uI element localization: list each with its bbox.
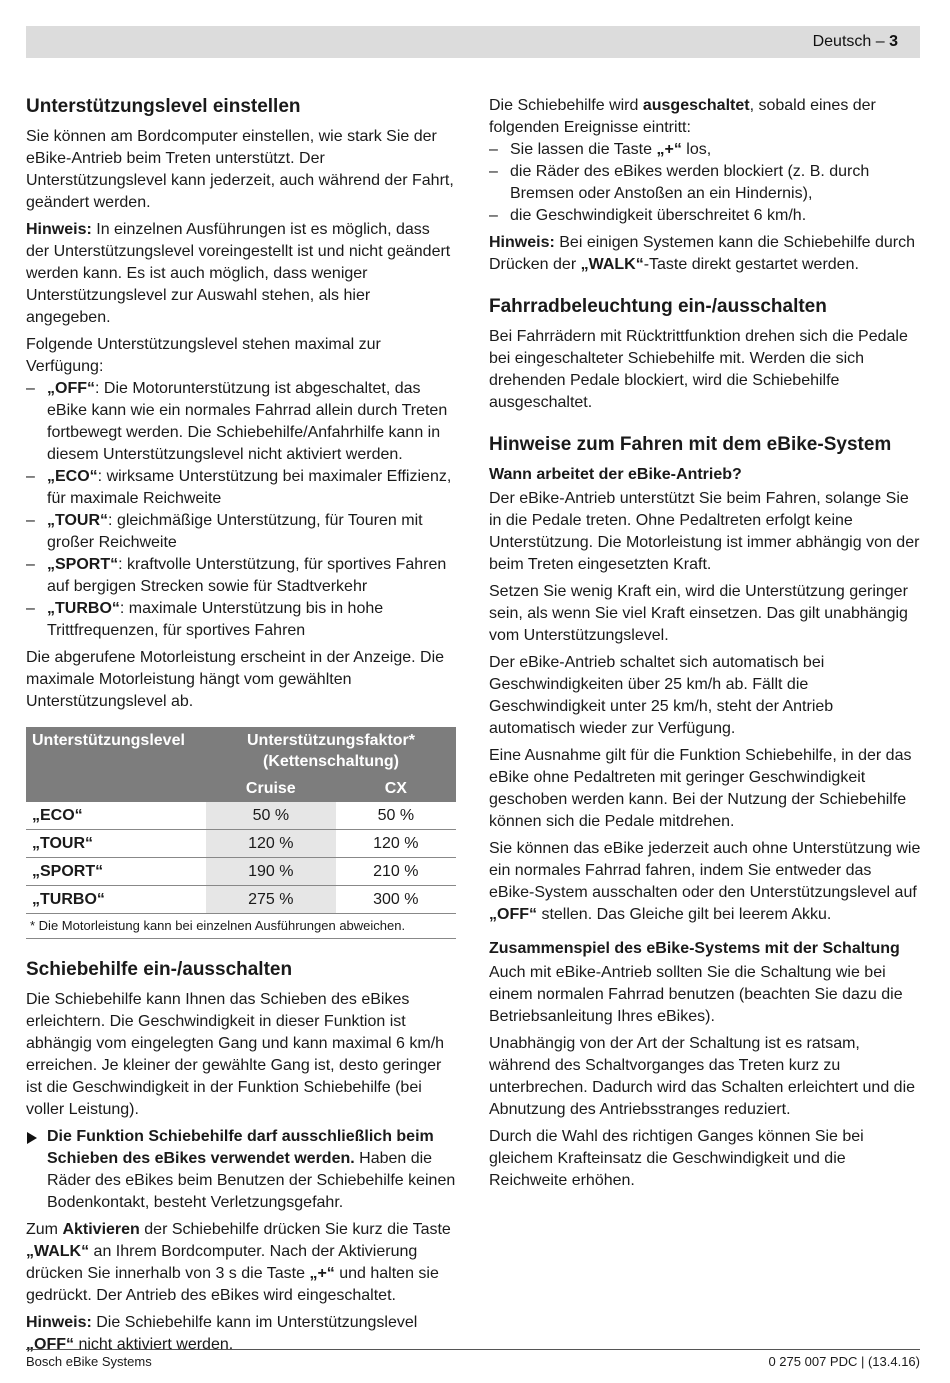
- paragraph: Durch die Wahl des richtigen Ganges können Sie bei gleichem Krafteinsatz die Geschwindigkeit und die Reichweite erhöhen.: [489, 1128, 864, 1189]
- table-cell-cruise: 190 %: [206, 858, 336, 886]
- level-desc: : wirksame Unterstützung bei maximaler Effizienz, für maximale Reichweite: [47, 468, 452, 507]
- deactivation-events-list: [489, 139, 921, 227]
- level-name: „ECO“: [47, 468, 98, 485]
- table-cell-cx: 120 %: [336, 830, 456, 858]
- paragraph: Sie können am Bordcomputer einstellen, wie stark Sie der eBike-Antrieb beim Treten unterstützt. Der Unterstützungslevel kann jederzeit, auch während der Fahrt, geändert werden.: [26, 128, 454, 211]
- warning-bold-text: Die Funktion Schiebehilfe darf ausschließlich beim Schieben des eBikes verwendet werden.: [47, 1128, 434, 1167]
- note-label: Hinweis:: [489, 234, 555, 251]
- subsection-title: Wann arbeitet der eBike-Antrieb?: [489, 466, 742, 483]
- section-title-support-level: Unterstützungslevel einstellen: [26, 96, 301, 117]
- paragraph: Bei Fahrrädern mit Rücktrittfunktion drehen sich die Pedale bei eingeschalteter Schiebehilfe mit. Werden die sich drehenden Pedale blockiert, wird die Schiebehilfe ausgeschaltet.: [489, 328, 908, 411]
- note-paragraph: [26, 219, 456, 329]
- section-title-riding-notes: Hinweise zum Fahren mit dem eBike-System: [489, 434, 892, 455]
- paragraph: [489, 95, 921, 139]
- level-desc: : gleichmäßige Unterstützung, für Touren mit großer Reichweite: [47, 512, 423, 551]
- text-run: Die Schiebehilfe wird: [489, 97, 643, 114]
- safety-warning: [26, 1126, 456, 1214]
- header-separator: –: [871, 33, 890, 50]
- table-row: [26, 802, 456, 830]
- note-text: In einzelnen Ausführungen ist es möglich, dass der Unterstützungslevel voreingestellt ist und nicht geändert werden kann. Es ist auch möglich, dass weniger Unterstützungslevel zur Auswahl stehen, als hier angegeben.: [26, 221, 451, 326]
- section-title-push-assist: Schiebehilfe ein-/ausschalten: [26, 959, 293, 980]
- paragraph-activate: [26, 1219, 456, 1307]
- table-row: [26, 886, 456, 914]
- table-header-cx: CX: [336, 775, 456, 802]
- table-cell-level: „ECO“: [26, 802, 206, 830]
- warning-text: Haben die Räder des eBikes beim Benutzen der Schiebehilfe keinen Bodenkontakt, besteht Verletzungsgefahr.: [47, 1150, 456, 1211]
- level-desc: : maximale Unterstützung bis in hohe Trittfrequenzen, für sportives Fahren: [47, 600, 384, 639]
- table-row: [26, 858, 456, 886]
- list-item: [489, 139, 921, 161]
- list-item: – die Geschwindigkeit überschreitet 6 km/h.: [489, 205, 921, 227]
- text-run: Sie können das eBike jederzeit auch ohne Unterstützung wie ein normales Fahrrad fahren, indem Sie entweder das eBike-System ausschalten oder den Unterstützungslevel auf: [489, 840, 921, 901]
- off-level-label: „OFF“: [26, 1336, 74, 1353]
- table-footnote: * Die Motorleistung kann bei einzelnen Ausführungen abweichen.: [26, 914, 456, 939]
- footer-divider: [26, 1349, 920, 1350]
- paragraph: Setzen Sie wenig Kraft ein, wird die Unterstützung geringer sein, als wenn Sie viel Kraft einsetzen. Das gilt unabhängig vom Unterstützungslevel.: [489, 583, 908, 644]
- walk-key-label: „WALK“: [580, 256, 644, 273]
- note-text: nicht aktiviert werden.: [74, 1336, 234, 1353]
- table-header-factor-line1: Unterstützungsfaktor*: [246, 732, 415, 749]
- note-paragraph: [489, 232, 921, 276]
- level-name: „TOUR“: [47, 512, 109, 529]
- table-header-cruise: Cruise: [206, 775, 336, 802]
- text-run-bold: ausgeschaltet: [642, 97, 750, 114]
- text-run: Zum: [26, 1221, 63, 1238]
- table-cell-level: „SPORT“: [26, 858, 206, 886]
- level-name: „TURBO“: [47, 600, 120, 617]
- right-column: [489, 95, 921, 1197]
- page-header: [26, 26, 920, 58]
- text-run: und halten sie gedrückt. Der Antrieb des eBikes wird eingeschaltet.: [26, 1265, 439, 1304]
- list-item: [26, 554, 456, 598]
- list-intro: Folgende Unterstützungslevel stehen maximal zur Verfügung:: [26, 336, 381, 375]
- paragraph: [489, 838, 921, 926]
- text-run: an Ihrem Bordcomputer. Nach der Aktivierung drücken Sie innerhalb von 3 s die Taste: [26, 1243, 418, 1282]
- text-run: , sobald eines der folgenden Ereignisse eintritt:: [489, 97, 876, 136]
- support-level-list: [26, 378, 456, 642]
- paragraph: Der eBike-Antrieb unterstützt Sie beim Fahren, solange Sie in die Pedale treten. Ohne Pedaltreten erfolgt keine Unterstützung. Die Motorleistung ist immer abhängig von der beim Treten eingesetzten Kraft.: [489, 490, 920, 573]
- list-item: [26, 598, 456, 642]
- plus-key-label: „+“: [656, 141, 682, 158]
- off-level-label: „OFF“: [489, 906, 537, 923]
- paragraph: Die abgerufene Motorleistung erscheint in der Anzeige. Die maximale Motorleistung hängt vom gewählten Unterstützungslevel ab.: [26, 649, 445, 710]
- page-number: 3: [889, 33, 898, 50]
- text-run-bold: Aktivieren: [62, 1221, 140, 1238]
- text-run: los,: [681, 141, 712, 158]
- table-cell-cx: 300 %: [336, 886, 456, 914]
- note-label: Hinweis:: [26, 221, 92, 238]
- paragraph: Eine Ausnahme gilt für die Funktion Schiebehilfe, in der das eBike ohne Pedaltreten mit geringer Geschwindigkeit geschoben werden kann. Bei der Nutzung der Schiebehilfe können sich die Pedale mitdrehen.: [489, 747, 912, 830]
- level-desc: : Die Motorunterstützung ist abgeschaltet, das eBike kann wie ein normales Fahrrad allein durch Treten fortbewegt werden. Die Schiebehilfe/Anfahrhilfe kann in diesem Unterstützungslevel nicht aktiviert werden.: [47, 380, 448, 463]
- list-item: [26, 466, 456, 510]
- table-cell-cruise: 120 %: [206, 830, 336, 858]
- table-cell-cx: 50 %: [336, 802, 456, 830]
- support-factor-table: [26, 727, 456, 914]
- plus-key-label: „+“: [309, 1265, 335, 1282]
- table-header-factor-line2: (Kettenschaltung): [263, 753, 399, 770]
- list-item: – die Räder des eBikes werden blockiert (z. B. durch Bremsen oder Anstoßen an ein Hindernis),: [489, 161, 921, 205]
- walk-key-label: „WALK“: [26, 1243, 90, 1260]
- text-run: Sie lassen die Taste: [510, 141, 657, 158]
- paragraph: Der eBike-Antrieb schaltet sich automatisch bei Geschwindigkeiten über 25 km/h ab. Fällt die Geschwindigkeit unter 25 km/h, steht der Antrieb automatisch wieder zur Verfügung.: [489, 654, 834, 737]
- table-cell-cruise: 50 %: [206, 802, 336, 830]
- table-cell-level: „TURBO“: [26, 886, 206, 914]
- paragraph: Die Schiebehilfe kann Ihnen das Schieben des eBikes erleichtern. Die Geschwindigkeit in dieser Funktion ist abhängig vom eingelegten Gang und kann maximal 6 km/h erreichen. Je kleiner der gewählte Gang ist, desto geringer ist die Geschwindigkeit in der Funktion Schiebehilfe (bei voller Leistung).: [26, 991, 445, 1118]
- note-label: Hinweis:: [26, 1314, 92, 1331]
- subsection-title: Zusammenspiel des eBike-Systems mit der Schaltung: [489, 940, 900, 957]
- level-desc: : kraftvolle Unterstützung, für sportives Fahren auf bergigen Strecken sowie für Stadtverkehr: [47, 556, 447, 595]
- table-cell-cruise: 275 %: [206, 886, 336, 914]
- table-header-factor: [206, 727, 456, 775]
- triangle-bullet-icon: [27, 1132, 37, 1144]
- table-row: [26, 830, 456, 858]
- table-cell-level: „TOUR“: [26, 830, 206, 858]
- table-header-level: Unterstützungslevel: [26, 727, 206, 802]
- paragraph: Auch mit eBike-Antrieb sollten Sie die Schaltung wie bei einem normalen Fahrrad benutzen (beachten Sie dazu die Betriebsanleitung Ihres eBikes).: [489, 964, 903, 1025]
- table-cell-cx: 210 %: [336, 858, 456, 886]
- header-text: [813, 33, 898, 51]
- header-language: Deutsch: [812, 33, 872, 50]
- level-name: „SPORT“: [47, 556, 119, 573]
- level-name: „OFF“: [47, 380, 95, 397]
- text-run: stellen. Das Gleiche gilt bei leerem Akku.: [537, 906, 832, 923]
- note-text: Bei einigen Systemen kann die Schiebehilfe durch Drücken der: [489, 234, 916, 273]
- section-title-lighting: Fahrradbeleuchtung ein-/ausschalten: [489, 296, 827, 317]
- note-text: -Taste direkt gestartet werden.: [643, 256, 859, 273]
- paragraph: Unabhängig von der Art der Schaltung ist es ratsam, während des Schaltvorganges das Treten kurz zu unterbrechen. Dadurch wird das Schalten erleichtert und die Abnutzung des Antriebsstranges reduziert.: [489, 1035, 916, 1118]
- left-column: [26, 94, 456, 1361]
- list-item: [26, 378, 456, 466]
- text-run: der Schiebehilfe drücken Sie kurz die Taste: [139, 1221, 451, 1238]
- list-item: [26, 510, 456, 554]
- footer-publisher: Bosch eBike Systems: [26, 1354, 152, 1369]
- note-text: Die Schiebehilfe kann im Unterstützungslevel: [91, 1314, 418, 1331]
- footer-doc-id: 0 275 007 PDC | (13.4.16): [768, 1354, 920, 1369]
